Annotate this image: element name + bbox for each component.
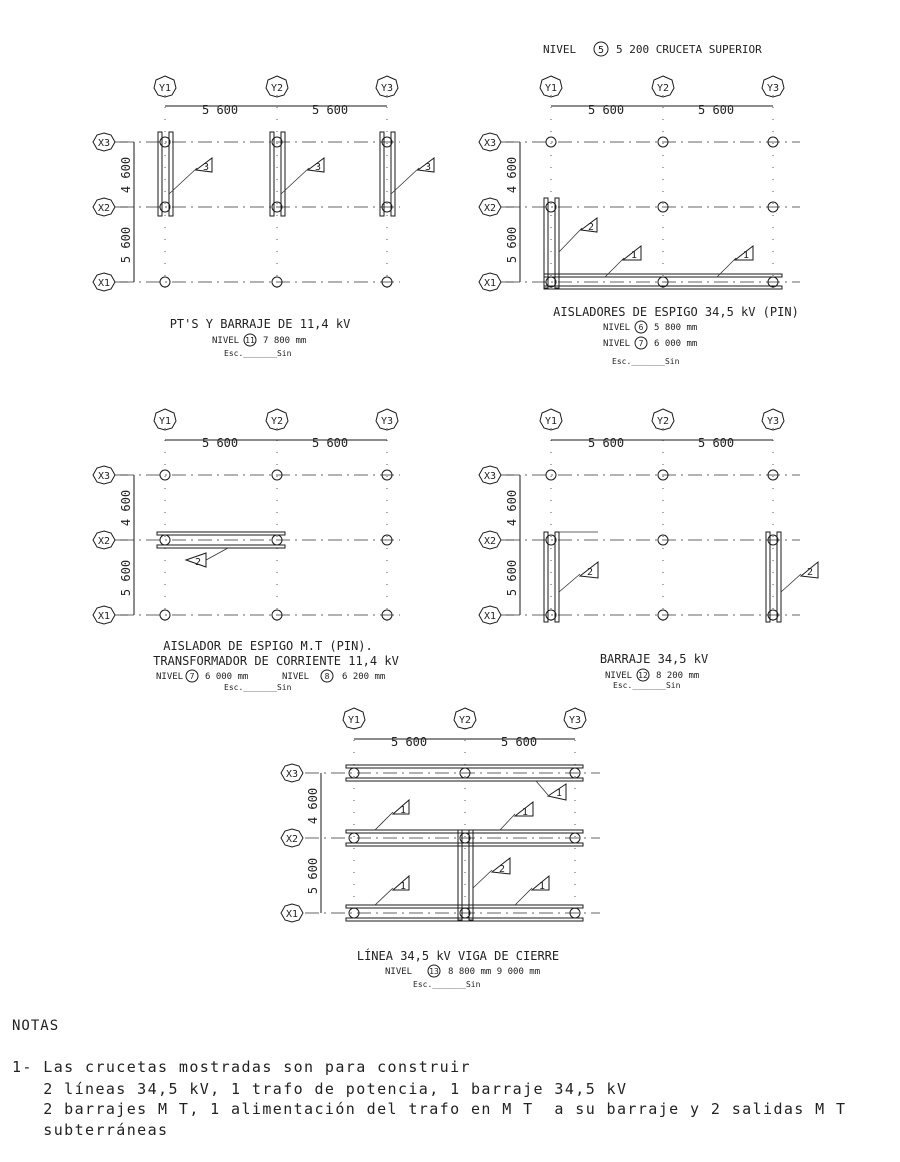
- note-line-2: 2 líneas 34,5 kV, 1 trafo de potencia, 1 barraje 34,5 kV: [12, 1080, 628, 1098]
- axis-bubble-y2: [652, 409, 674, 430]
- svg-text:X1: X1: [97, 611, 111, 622]
- svg-text:6 200 mm: 6 200 mm: [342, 672, 386, 682]
- svg-text:X2: X2: [97, 203, 111, 214]
- svg-text:2: 2: [807, 567, 814, 578]
- tag-1-a: [536, 781, 566, 800]
- axis-bubble-y3: [762, 409, 784, 430]
- svg-text:X3: X3: [97, 471, 111, 482]
- svg-text:12: 12: [638, 671, 648, 680]
- svg-text:Y2: Y2: [656, 83, 670, 94]
- svg-text:X3: X3: [483, 471, 497, 482]
- svg-text:5 800 mm: 5 800 mm: [654, 323, 698, 333]
- dim-x2-x1: 5 600: [505, 226, 519, 264]
- axis-bubble-x1: [281, 904, 303, 922]
- svg-text:6 000 mm: 6 000 mm: [205, 672, 249, 682]
- axis-bubble-x3: [93, 133, 115, 151]
- tag-2-a: [559, 562, 598, 592]
- axis-bubble-y1: [154, 76, 176, 97]
- dim-y2-y3: 5 600: [698, 103, 735, 117]
- svg-text:1: 1: [400, 881, 407, 892]
- svg-text:2: 2: [587, 567, 594, 578]
- svg-text:1: 1: [743, 250, 750, 261]
- dim-x3-x2: 4 600: [119, 156, 133, 194]
- svg-text:Y3: Y3: [380, 416, 394, 427]
- tag-1-a: [605, 246, 641, 277]
- axis-bubble-x1: [479, 273, 501, 291]
- svg-text:11: 11: [245, 336, 255, 345]
- svg-text:NIVEL: NIVEL: [156, 672, 184, 682]
- axis-bubble-x3: [93, 466, 115, 484]
- svg-text:X2: X2: [285, 834, 299, 845]
- svg-text:Y1: Y1: [347, 715, 361, 726]
- svg-text:X1: X1: [483, 278, 497, 289]
- dim-y1-y2: 5 600: [588, 103, 625, 117]
- axis-bubble-y2: [454, 708, 476, 729]
- axis-bubble-x1: [93, 273, 115, 291]
- svg-text:1: 1: [556, 788, 563, 799]
- scale-label: Esc._______Sin: [224, 349, 292, 358]
- level-line-2: [603, 337, 697, 349]
- tag-1-b: [375, 800, 409, 830]
- dim-x2-x1: 5 600: [119, 226, 133, 264]
- axis-bubble-y1: [343, 708, 365, 729]
- axis-bubble-x2: [281, 829, 303, 847]
- svg-text:NIVEL: NIVEL: [282, 672, 310, 682]
- svg-text:Y2: Y2: [270, 416, 284, 427]
- axis-bubble-y3: [564, 708, 586, 729]
- svg-text:5: 5: [597, 45, 605, 56]
- svg-text:X3: X3: [97, 138, 111, 149]
- svg-text:1: 1: [539, 881, 546, 892]
- scale-label: Esc._______Sin: [612, 357, 680, 366]
- svg-text:8 800 mm 9 000 mm: 8 800 mm 9 000 mm: [448, 967, 541, 977]
- svg-text:X1: X1: [285, 909, 299, 920]
- svg-text:X3: X3: [483, 138, 497, 149]
- axis-bubble-y1: [540, 409, 562, 430]
- axis-bubble-y2: [652, 76, 674, 97]
- panel-barraje-34kv: [479, 409, 818, 690]
- svg-text:2: 2: [588, 222, 595, 233]
- tag-2: [473, 858, 510, 888]
- scale-label: Esc._______Sin: [613, 681, 681, 690]
- dim-x3-x2: 4 600: [505, 489, 519, 527]
- tag-2-b: [781, 562, 818, 592]
- notes-heading: NOTAS: [12, 1018, 60, 1034]
- dim-y1-y2: 5 600: [202, 436, 239, 450]
- panel-title-1: AISLADOR DE ESPIGO M.T (PIN).: [163, 639, 373, 653]
- tag-1-e: [515, 876, 549, 905]
- axis-bubble-y2: [266, 409, 288, 430]
- svg-text:2: 2: [195, 557, 202, 568]
- panel-title: AISLADORES DE ESPIGO 34,5 kV (PIN): [553, 305, 799, 319]
- panel-aislador-transformador: [93, 409, 400, 692]
- svg-text:NIVEL: NIVEL: [543, 43, 577, 56]
- dim-y2-y3: 5 600: [698, 436, 735, 450]
- panel-title-2: TRANSFORMADOR DE CORRIENTE 11,4 kV: [153, 654, 399, 668]
- panel-aisladores-espigo-34kv: [479, 42, 800, 366]
- dim-x2-x1: 5 600: [119, 559, 133, 597]
- scale-label: Esc._______Sin: [413, 980, 481, 989]
- svg-text:Y2: Y2: [458, 715, 472, 726]
- svg-text:NIVEL: NIVEL: [603, 323, 631, 333]
- dim-x3-x2: 4 600: [505, 156, 519, 194]
- note-line-1: 1- Las crucetas mostradas son para construir: [12, 1058, 471, 1076]
- svg-text:3: 3: [203, 162, 210, 173]
- svg-text:5 200 CRUCETA SUPERIOR: 5 200 CRUCETA SUPERIOR: [616, 43, 762, 56]
- level-line: [212, 334, 306, 346]
- dim-y2-y3: 5 600: [312, 103, 349, 117]
- svg-text:NIVEL: NIVEL: [603, 339, 631, 349]
- svg-text:1: 1: [400, 805, 407, 816]
- svg-text:3: 3: [315, 162, 322, 173]
- note-line-4: subterráneas: [12, 1121, 169, 1139]
- axis-bubble-y3: [376, 409, 398, 430]
- svg-text:NIVEL: NIVEL: [385, 967, 413, 977]
- axis-bubble-x2: [93, 198, 115, 216]
- panel-linea-viga-cierre: [281, 708, 600, 989]
- svg-text:Y3: Y3: [766, 83, 780, 94]
- svg-text:X2: X2: [483, 536, 497, 547]
- axis-bubble-x3: [479, 466, 501, 484]
- level-line: [385, 965, 540, 977]
- dim-x2-x1: 5 600: [306, 857, 320, 895]
- svg-text:X1: X1: [97, 278, 111, 289]
- scale-label: Esc._______Sin: [224, 683, 292, 692]
- svg-text:6: 6: [638, 323, 644, 332]
- svg-text:X3: X3: [285, 769, 299, 780]
- svg-text:Y3: Y3: [568, 715, 582, 726]
- svg-text:2: 2: [499, 864, 506, 875]
- svg-text:6 000 mm: 6 000 mm: [654, 339, 698, 349]
- svg-text:X1: X1: [483, 611, 497, 622]
- svg-text:NIVEL: NIVEL: [212, 336, 240, 346]
- axis-bubble-x3: [479, 133, 501, 151]
- header-level: [543, 42, 762, 56]
- dim-y1-y2: 5 600: [588, 436, 625, 450]
- panel-title: BARRAJE 34,5 kV: [599, 652, 709, 666]
- svg-text:X2: X2: [97, 536, 111, 547]
- tag-3-c: [391, 158, 434, 194]
- svg-text:8: 8: [324, 672, 330, 681]
- svg-text:7: 7: [638, 339, 644, 348]
- svg-text:13: 13: [429, 967, 439, 976]
- panel-title: LÍNEA 34,5 kV VIGA DE CIERRE: [356, 949, 560, 963]
- dim-x2-x1: 5 600: [505, 559, 519, 597]
- axis-bubble-x1: [93, 606, 115, 624]
- svg-text:Y1: Y1: [544, 416, 558, 427]
- dim-y1-y2: 5 600: [202, 103, 239, 117]
- svg-text:Y1: Y1: [158, 416, 172, 427]
- dim-y2-y3: 5 600: [501, 735, 538, 749]
- svg-text:7: 7: [189, 672, 195, 681]
- axis-bubble-x1: [479, 606, 501, 624]
- axis-bubble-x3: [281, 764, 303, 782]
- level-line: [156, 670, 385, 682]
- note-line-3: 2 barrajes M T, 1 alimentación del trafo en M T a su barraje y 2 salidas M T: [12, 1100, 847, 1118]
- svg-text:X2: X2: [483, 203, 497, 214]
- axis-bubble-y2: [266, 76, 288, 97]
- svg-text:3: 3: [425, 162, 432, 173]
- svg-text:7 800 mm: 7 800 mm: [263, 336, 307, 346]
- svg-text:Y2: Y2: [270, 83, 284, 94]
- axis-bubble-y3: [762, 76, 784, 97]
- dim-y2-y3: 5 600: [312, 436, 349, 450]
- axis-bubble-y1: [540, 76, 562, 97]
- tag-3-b: [281, 158, 324, 194]
- tag-3-a: [169, 158, 212, 194]
- dim-x3-x2: 4 600: [119, 489, 133, 527]
- svg-text:Y3: Y3: [766, 416, 780, 427]
- dim-x3-x2: 4 600: [306, 787, 320, 825]
- axis-bubble-x2: [93, 531, 115, 549]
- svg-text:Y2: Y2: [656, 416, 670, 427]
- svg-text:8 200 mm: 8 200 mm: [656, 671, 700, 681]
- axis-bubble-x2: [479, 531, 501, 549]
- axis-bubble-y1: [154, 409, 176, 430]
- panel-pts-barraje-11kv: [93, 76, 434, 358]
- svg-text:Y1: Y1: [544, 83, 558, 94]
- svg-text:1: 1: [631, 250, 638, 261]
- svg-text:1: 1: [522, 807, 529, 818]
- axis-bubble-y3: [376, 76, 398, 97]
- level-line: [605, 669, 699, 681]
- level-line-1: [603, 321, 697, 333]
- tag-2: [186, 548, 228, 568]
- tag-1-b: [717, 246, 753, 277]
- tag-1-d: [375, 876, 409, 905]
- svg-text:Y1: Y1: [158, 83, 172, 94]
- svg-text:NIVEL: NIVEL: [605, 671, 633, 681]
- panel-title: PT'S Y BARRAJE DE 11,4 kV: [169, 317, 351, 331]
- dim-y1-y2: 5 600: [391, 735, 428, 749]
- tag-2: [559, 218, 597, 252]
- svg-text:Y3: Y3: [380, 83, 394, 94]
- axis-bubble-x2: [479, 198, 501, 216]
- tag-1-c: [500, 802, 533, 830]
